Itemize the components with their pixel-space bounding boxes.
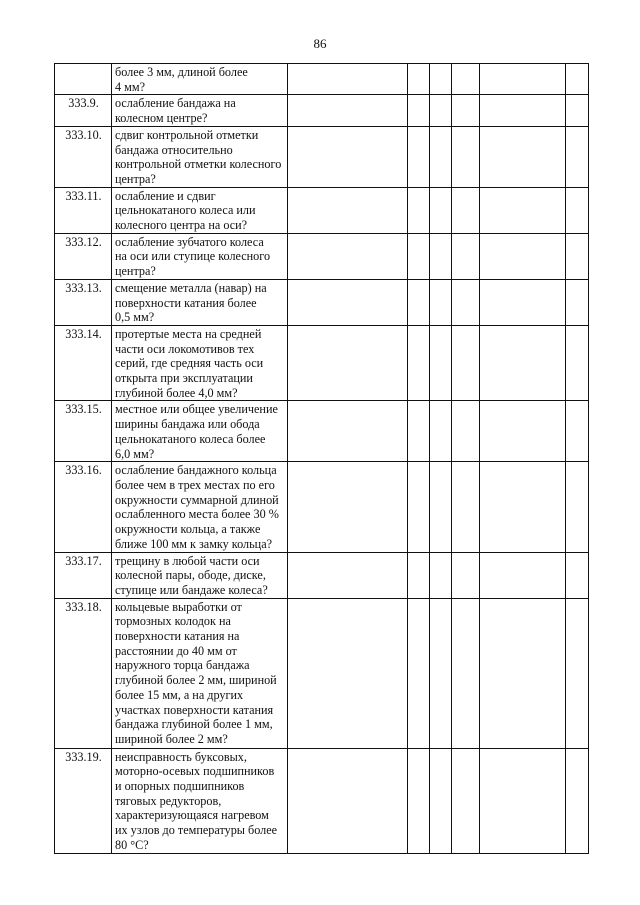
extra-cell [566,325,589,401]
answer-yes-cell [408,462,430,552]
table-row [55,598,589,748]
answer-no-cell [430,462,452,552]
answer-no-cell [430,64,452,95]
answer-yes-cell [408,748,430,853]
item-question: ослабление бандажа на колесном центре? [112,95,288,126]
table-row [55,748,589,853]
answer-yes-cell [408,401,430,462]
legal-basis-cell [288,126,408,187]
item-number [55,64,112,95]
item-number: 333.12. [55,233,112,279]
not-applicable-cell [452,233,480,279]
item-number: 333.10. [55,126,112,187]
item-question: неисправность буксовых, моторно-осевых подшипников и опорных подшипников тяговых редукторов, характеризующаяся нагревом их узлов до температуры более 80 °С? [112,748,288,853]
table-row [55,95,589,126]
item-question: ослабление бандажного кольца более чем в трех местах по его окружности суммарной длиной ослабленного места более 30 % окружности кольца, а также ближе 100 мм к замку кольца? [112,462,288,552]
answer-no-cell [430,187,452,233]
extra-cell [566,64,589,95]
extra-cell [566,598,589,748]
item-number: 333.17. [55,552,112,598]
checklist-table [54,63,589,854]
extra-cell [566,126,589,187]
not-applicable-cell [452,187,480,233]
notes-cell [480,233,566,279]
answer-no-cell [430,95,452,126]
table-row [55,401,589,462]
checklist-rows [55,64,589,854]
item-question: протертые места на средней части оси локомотивов тех серий, где средняя часть оси открыта при эксплуатации глубиной более 4,0 мм? [112,325,288,401]
item-question: трещину в любой части оси колесной пары, ободе, диске, ступице или бандаже колеса? [112,552,288,598]
page-number: 86 [313,36,327,51]
answer-no-cell [430,325,452,401]
notes-cell [480,325,566,401]
table-row [55,325,589,401]
item-number: 333.16. [55,462,112,552]
answer-no-cell [430,279,452,325]
answer-no-cell [430,126,452,187]
answer-no-cell [430,748,452,853]
table-row [55,64,589,95]
extra-cell [566,552,589,598]
item-number: 333.13. [55,279,112,325]
answer-no-cell [430,598,452,748]
extra-cell [566,187,589,233]
legal-basis-cell [288,279,408,325]
answer-no-cell [430,401,452,462]
notes-cell [480,748,566,853]
extra-cell [566,95,589,126]
not-applicable-cell [452,64,480,95]
answer-yes-cell [408,233,430,279]
notes-cell [480,401,566,462]
table-row [55,126,589,187]
item-number: 333.18. [55,598,112,748]
table-row [55,552,589,598]
answer-yes-cell [408,64,430,95]
answer-yes-cell [408,279,430,325]
item-question: сдвиг контрольной отметки бандажа относительно контрольной отметки колесного центра? [112,126,288,187]
item-question: местное или общее увеличение ширины бандажа или обода цельнокатаного колеса более 6,0 мм? [112,401,288,462]
legal-basis-cell [288,187,408,233]
not-applicable-cell [452,95,480,126]
notes-cell [480,95,566,126]
not-applicable-cell [452,126,480,187]
answer-yes-cell [408,598,430,748]
item-question: смещение металла (навар) на поверхности катания более 0,5 мм? [112,279,288,325]
answer-no-cell [430,552,452,598]
answer-yes-cell [408,187,430,233]
answer-no-cell [430,233,452,279]
notes-cell [480,126,566,187]
legal-basis-cell [288,95,408,126]
table-row [55,233,589,279]
answer-yes-cell [408,325,430,401]
item-question: более 3 мм, длиной более 4 мм? [112,64,288,95]
extra-cell [566,233,589,279]
table-row [55,462,589,552]
not-applicable-cell [452,748,480,853]
answer-yes-cell [408,552,430,598]
notes-cell [480,552,566,598]
legal-basis-cell [288,462,408,552]
item-question: ослабление зубчатого колеса на оси или ступице колесного центра? [112,233,288,279]
notes-cell [480,462,566,552]
legal-basis-cell [288,325,408,401]
item-number: 333.19. [55,748,112,853]
not-applicable-cell [452,325,480,401]
not-applicable-cell [452,598,480,748]
legal-basis-cell [288,552,408,598]
extra-cell [566,462,589,552]
legal-basis-cell [288,748,408,853]
extra-cell [566,401,589,462]
answer-yes-cell [408,126,430,187]
not-applicable-cell [452,279,480,325]
table-row [55,187,589,233]
not-applicable-cell [452,462,480,552]
not-applicable-cell [452,401,480,462]
item-number: 333.9. [55,95,112,126]
item-question: кольцевые выработки от тормозных колодок на поверхности катания на расстоянии до 40 мм от наружного торца бандажа глубиной более 2 мм, шириной более 15 мм, а на других участках поверхности катания бандажа глубиной более 1 мм, шириной более 2 мм? [112,598,288,748]
notes-cell [480,598,566,748]
not-applicable-cell [452,552,480,598]
notes-cell [480,187,566,233]
notes-cell [480,279,566,325]
notes-cell [480,64,566,95]
legal-basis-cell [288,598,408,748]
legal-basis-cell [288,401,408,462]
extra-cell [566,279,589,325]
item-question: ослабление и сдвиг цельнокатаного колеса или колесного центра на оси? [112,187,288,233]
table-row [55,279,589,325]
item-number: 333.14. [55,325,112,401]
item-number: 333.15. [55,401,112,462]
legal-basis-cell [288,233,408,279]
legal-basis-cell [288,64,408,95]
item-number: 333.11. [55,187,112,233]
answer-yes-cell [408,95,430,126]
extra-cell [566,748,589,853]
